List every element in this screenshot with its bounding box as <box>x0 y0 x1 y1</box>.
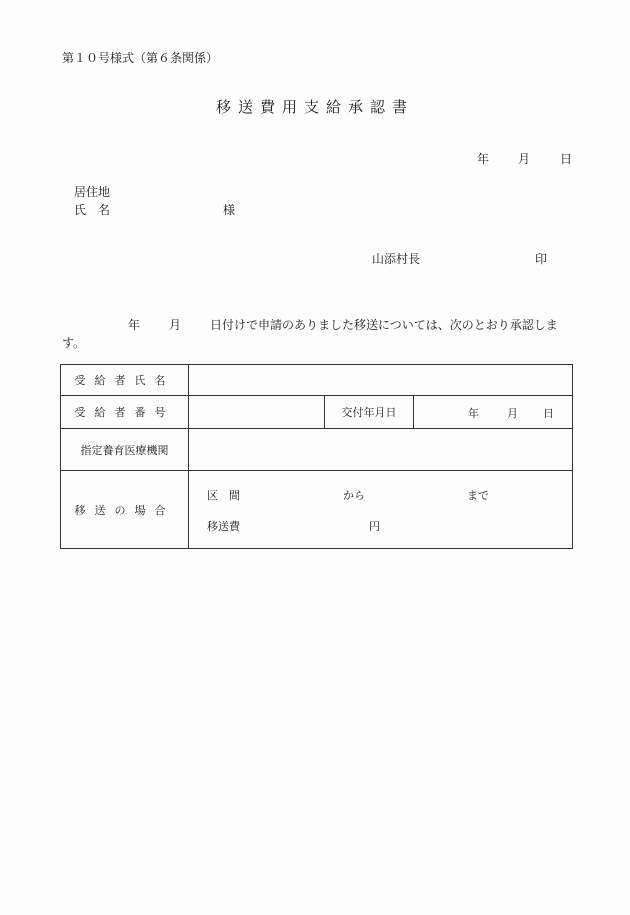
body-year-label: 年 <box>128 318 141 332</box>
approval-statement <box>62 316 574 352</box>
to-label: まで <box>467 489 489 502</box>
issue-date-value[interactable] <box>414 396 573 429</box>
transport-cost-label: 移送費 <box>207 520 240 533</box>
honorific: 様 <box>223 203 236 217</box>
recipient-number-label: 受給者番号 <box>61 396 189 429</box>
medical-institution-value[interactable] <box>189 429 573 471</box>
document-title: 移送費用支給承認書 <box>215 98 414 116</box>
seal-label: 印 <box>535 252 548 266</box>
transport-case-label: 移送の場合 <box>61 471 189 549</box>
approval-table <box>60 364 573 549</box>
section-label: 区 間 <box>207 489 240 502</box>
issuer-title: 山添村長 <box>372 252 421 266</box>
recipient-number-value[interactable] <box>189 396 325 429</box>
table-row <box>61 365 573 396</box>
from-label: から <box>343 489 365 502</box>
recipient-name-label: 受給者氏名 <box>61 365 189 396</box>
date-year-label: 年 <box>477 152 490 166</box>
medical-institution-label: 指定養育医療機関 <box>61 429 189 471</box>
table-row <box>61 471 573 549</box>
date-month-label: 月 <box>518 152 531 166</box>
name-label: 氏 名 <box>74 203 111 217</box>
transport-details[interactable] <box>189 471 573 549</box>
body-text: 日付けで申請のありました移送については、次のとおり承認します。 <box>62 318 558 350</box>
address-label: 居住地 <box>74 185 111 199</box>
issue-month-label: 月 <box>507 407 518 420</box>
recipient-name-value[interactable] <box>189 365 573 396</box>
table-row <box>61 396 573 429</box>
form-number: 第１０号様式（第６条関係） <box>62 51 219 65</box>
body-month-label: 月 <box>169 318 182 332</box>
issue-date-label: 交付年月日 <box>325 396 414 429</box>
date-day-label: 日 <box>560 152 573 166</box>
yen-label: 円 <box>369 520 380 533</box>
issue-year-label: 年 <box>468 407 479 420</box>
issue-day-label: 日 <box>543 407 554 420</box>
table-row <box>61 429 573 471</box>
